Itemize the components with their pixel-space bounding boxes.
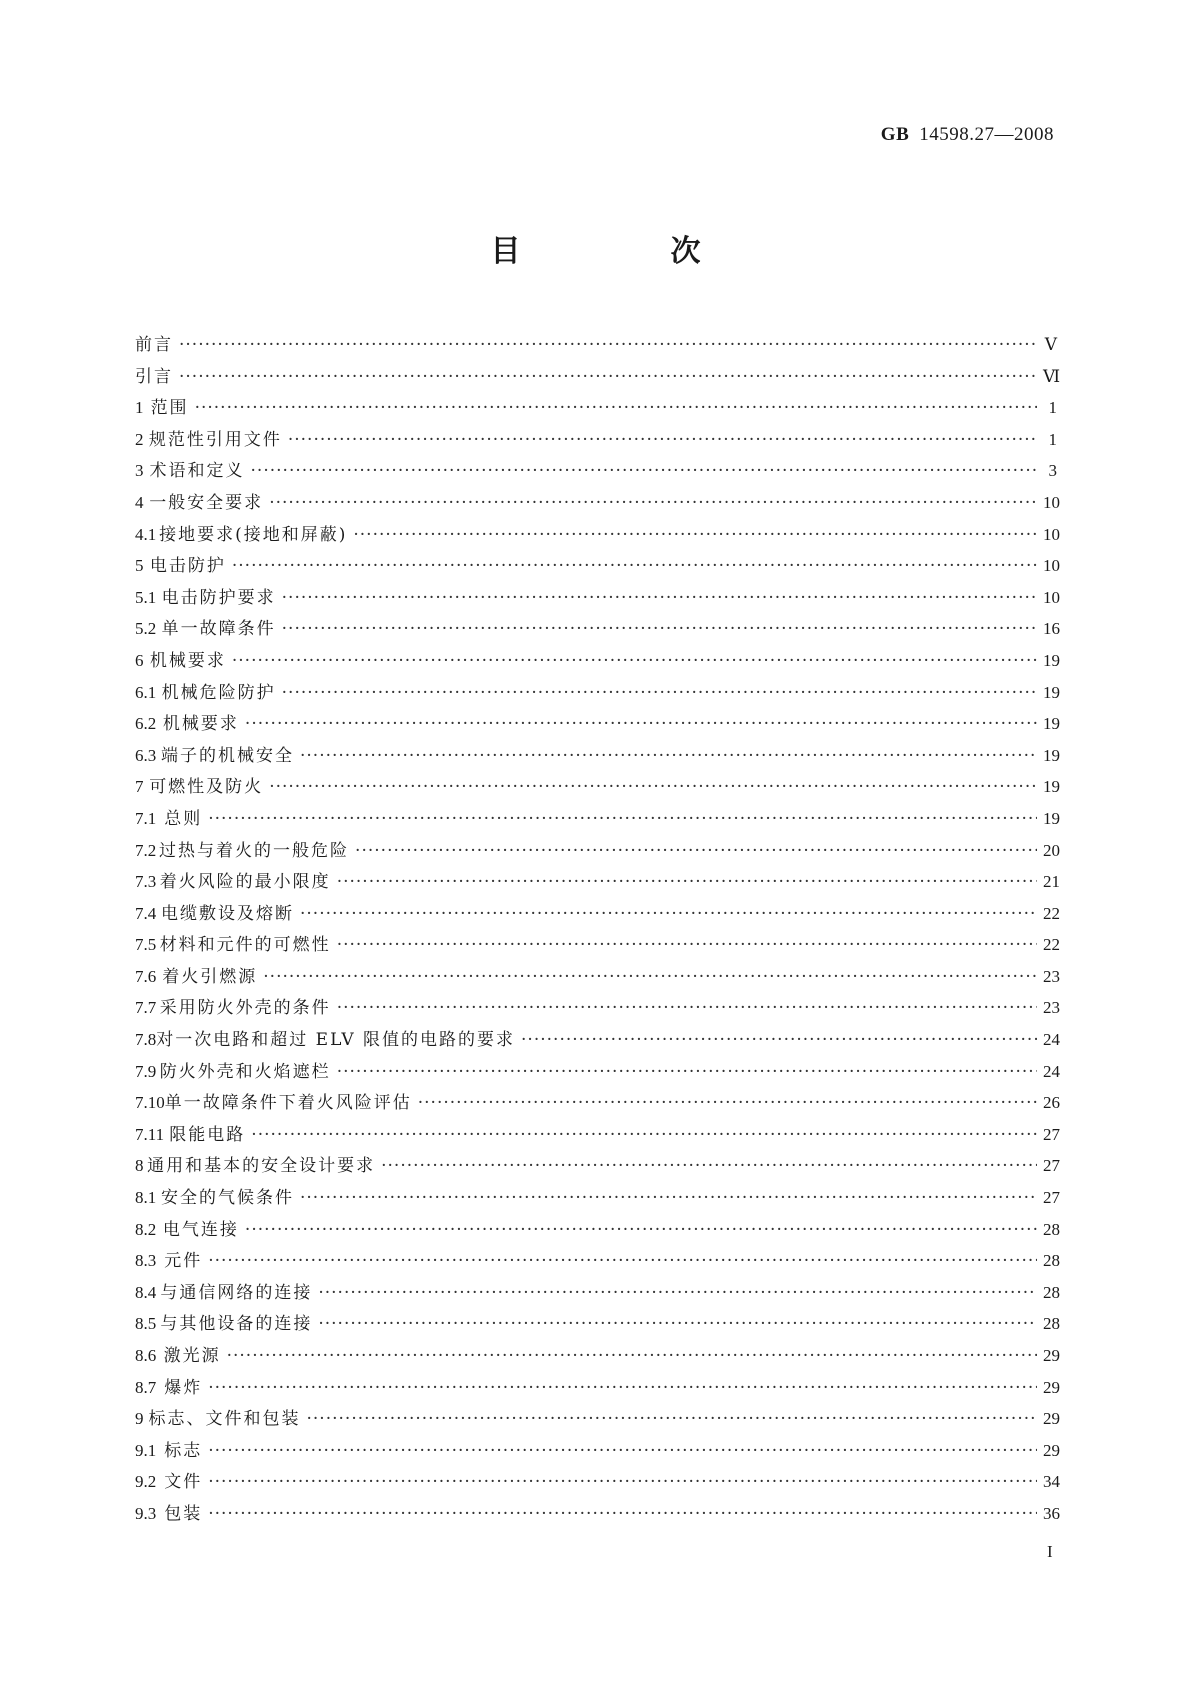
toc-entry-label: 元件: [164, 1251, 203, 1272]
toc-entry[interactable]: [135, 1183, 1060, 1215]
toc-entry[interactable]: [135, 678, 1060, 710]
dot-leader: [337, 1062, 1037, 1082]
dot-leader: [208, 1472, 1037, 1492]
toc-entry-page: 24: [1043, 1030, 1060, 1050]
toc-entry[interactable]: [135, 1151, 1060, 1183]
toc-entry[interactable]: [135, 1373, 1060, 1405]
toc-entry-page: 1: [1048, 398, 1057, 418]
toc-entry[interactable]: [135, 772, 1060, 804]
toc-entry-number: 7.2: [135, 840, 157, 860]
dot-leader: [179, 367, 1037, 387]
toc-entry-number: 9.1: [135, 1440, 157, 1460]
toc-title: 目 次: [490, 234, 761, 269]
toc-entry-label: 对一次电路和超过 ELV 限值的电路的要求: [156, 1030, 516, 1051]
toc-entry[interactable]: [135, 1120, 1060, 1152]
dot-leader: [318, 1283, 1037, 1303]
toc-entry-label: 接地要求(接地和屏蔽): [159, 524, 348, 545]
toc-entry-number: 1: [135, 398, 144, 418]
toc-entry-number: 9.2: [135, 1472, 157, 1492]
dot-leader: [208, 1378, 1037, 1398]
toc-entry-label: 总则: [164, 808, 203, 829]
toc-entry-label: 材料和元件的可燃性: [159, 935, 331, 956]
toc-entry-number: 8.3: [135, 1251, 157, 1271]
dot-leader: [381, 1156, 1037, 1176]
toc-entry-page: 29: [1043, 1377, 1060, 1397]
toc-entry[interactable]: [135, 488, 1060, 520]
toc-entry-label: 机械危险防护: [161, 682, 276, 703]
toc-entry-page: 20: [1043, 840, 1060, 860]
toc-entry-number: 7.4: [135, 903, 157, 923]
toc-entry-label: 防火外壳和火焰遮栏: [159, 1061, 331, 1082]
toc-entry[interactable]: [135, 930, 1060, 962]
toc-entry-number: 4: [135, 492, 144, 512]
toc-entry[interactable]: [135, 456, 1057, 488]
toc-entry[interactable]: [135, 1436, 1060, 1468]
dot-leader: [337, 998, 1037, 1018]
toc-entry-page: 19: [1043, 808, 1060, 828]
toc-entry-label: 与其他设备的连接: [160, 1314, 313, 1335]
dot-leader: [300, 746, 1037, 766]
toc-entry[interactable]: [135, 709, 1060, 741]
toc-entry[interactable]: [135, 646, 1060, 678]
toc-entry-page: 10: [1043, 556, 1060, 576]
toc-entry-label: 术语和定义: [149, 461, 245, 482]
dot-leader: [300, 904, 1037, 924]
toc-entry-page: 16: [1043, 619, 1060, 639]
dot-leader: [227, 1346, 1037, 1366]
toc-entry-label: 标志: [164, 1440, 203, 1461]
toc-entry[interactable]: [135, 962, 1060, 994]
dot-leader: [269, 777, 1037, 797]
toc-entry-number: 6.3: [135, 745, 157, 765]
toc-entry-page: 22: [1043, 935, 1060, 955]
toc-entry-number: 7.6: [135, 966, 157, 986]
toc-entry[interactable]: [135, 899, 1060, 931]
toc-entry-label: 规范性引用文件: [148, 429, 282, 450]
toc-entry[interactable]: [135, 1025, 1060, 1057]
toc-entry-label: 过热与着火的一般危险: [159, 840, 350, 861]
page-number: I: [1047, 1542, 1053, 1561]
toc-entry-page: 19: [1043, 650, 1060, 670]
toc-entry[interactable]: [135, 1404, 1060, 1436]
toc-entry[interactable]: [135, 614, 1060, 646]
toc-entry-label: 着火风险的最小限度: [159, 872, 331, 893]
toc-entry[interactable]: [135, 867, 1060, 899]
toc-entry-number: 9: [135, 1409, 144, 1429]
toc-entry-page: 34: [1043, 1472, 1060, 1492]
toc-entry-number: 6.2: [135, 714, 157, 734]
toc-entry-number: 8.2: [135, 1219, 157, 1239]
toc-entry-label: 单一故障条件下着火风险评估: [164, 1093, 412, 1114]
toc-entry[interactable]: [135, 804, 1060, 836]
toc-entry[interactable]: [135, 741, 1060, 773]
toc-entry-page: 10: [1043, 524, 1060, 544]
toc-entry[interactable]: [135, 1088, 1060, 1120]
dot-leader: [208, 1441, 1037, 1461]
toc-entry-number: 7.11: [135, 1124, 165, 1144]
dot-leader: [418, 1093, 1037, 1113]
toc-entry-page: 29: [1043, 1346, 1060, 1365]
dot-leader: [208, 1251, 1037, 1271]
toc-entry-label: 文件: [164, 1472, 203, 1493]
toc-entry-label: 通用和基本的安全设计要求: [147, 1156, 376, 1177]
toc-entry-number: 7.5: [135, 935, 157, 955]
toc-entry-page: 36: [1043, 1503, 1060, 1523]
toc-entry-number: 8: [135, 1156, 144, 1176]
dot-leader: [300, 1188, 1037, 1208]
dot-leader: [263, 967, 1037, 987]
table-of-contents: [135, 330, 1061, 1531]
toc-entry-number: 6: [135, 650, 144, 670]
dot-leader: [232, 556, 1037, 576]
toc-entry-label: 激光源: [163, 1346, 221, 1366]
dot-leader: [318, 1314, 1037, 1334]
toc-entry-number: 7.8: [135, 1030, 157, 1050]
toc-entry[interactable]: [135, 330, 1057, 362]
toc-entry-page: 23: [1043, 966, 1060, 986]
dot-leader: [269, 493, 1037, 513]
toc-entry-number: 5: [135, 556, 144, 576]
dot-leader: [208, 1504, 1037, 1524]
dot-leader: [251, 1125, 1037, 1145]
toc-entry[interactable]: [135, 1467, 1060, 1499]
standard-prefix: GB: [880, 124, 910, 145]
toc-entry-page: 19: [1043, 714, 1060, 734]
dot-leader: [521, 1030, 1037, 1050]
toc-entry-label: 着火引燃源: [162, 966, 258, 987]
toc-entry-number: 2: [135, 429, 144, 449]
toc-entry-number: 5.1: [135, 587, 157, 607]
toc-entry-label: 电击防护: [149, 556, 226, 577]
toc-entry-page: 28: [1043, 1314, 1060, 1334]
standard-code-header: [881, 124, 1054, 146]
toc-entry-number: 8.7: [135, 1377, 157, 1397]
toc-entry-label: 与通信网络的连接: [160, 1282, 313, 1303]
toc-entry-page: Ⅵ: [1043, 366, 1061, 386]
toc-entry-page: 24: [1043, 1061, 1060, 1081]
toc-entry-label: 包装: [164, 1503, 203, 1524]
dot-leader: [232, 651, 1037, 671]
dot-leader: [337, 872, 1037, 892]
toc-entry[interactable]: [135, 362, 1061, 394]
toc-entry-page: Ⅴ: [1044, 335, 1057, 354]
dot-leader: [245, 714, 1037, 734]
toc-entry-label: 安全的气候条件: [160, 1188, 294, 1209]
toc-entry-page: 27: [1043, 1188, 1060, 1208]
dot-leader: [179, 335, 1037, 355]
toc-entry-label: 电击防护要求: [161, 587, 276, 608]
toc-entry-page: 1: [1048, 429, 1057, 449]
toc-entry-label: 可燃性及防火: [149, 777, 264, 798]
dot-leader: [282, 588, 1037, 608]
toc-entry-page: 28: [1043, 1251, 1060, 1271]
dot-leader: [251, 461, 1037, 481]
toc-entry[interactable]: [135, 393, 1057, 425]
dot-leader: [307, 1409, 1038, 1429]
toc-entry-page: 19: [1043, 777, 1060, 797]
toc-entry-number: 3: [135, 461, 144, 481]
toc-entry-page: 19: [1043, 745, 1060, 765]
dot-leader: [208, 809, 1037, 829]
toc-entry[interactable]: [135, 583, 1060, 615]
toc-entry-label: 单一故障条件: [161, 619, 276, 640]
toc-entry-page: 21: [1043, 872, 1060, 892]
toc-entry[interactable]: [135, 1309, 1060, 1341]
toc-entry-label: 前言: [135, 335, 173, 355]
toc-entry-page: 28: [1043, 1282, 1060, 1302]
toc-entry-number: 5.2: [135, 619, 157, 639]
standard-number: 14598.27—2008: [919, 124, 1054, 145]
toc-entry[interactable]: [135, 836, 1060, 868]
toc-entry-page: 19: [1043, 682, 1060, 702]
toc-entry[interactable]: [135, 1278, 1060, 1310]
toc-entry-page: 27: [1043, 1156, 1060, 1176]
toc-entry-label: 电气连接: [162, 1219, 239, 1240]
toc-entry-page: 22: [1043, 903, 1060, 923]
toc-entry-page: 10: [1043, 587, 1060, 607]
toc-entry-number: 7.9: [135, 1061, 157, 1081]
toc-entry[interactable]: [135, 1057, 1060, 1089]
toc-entry-label: 引言: [135, 366, 173, 387]
toc-entry-page: 3: [1048, 461, 1057, 481]
toc-entry-label: 范围: [150, 398, 189, 419]
dot-leader: [282, 619, 1037, 639]
toc-entry[interactable]: [135, 1215, 1060, 1247]
toc-entry-number: 7.3: [135, 872, 157, 892]
toc-entry-number: 9.3: [135, 1503, 157, 1523]
dot-leader: [245, 1220, 1037, 1240]
toc-entry-number: 4.1: [135, 524, 157, 544]
toc-entry[interactable]: [135, 551, 1060, 583]
toc-entry-number: 7.10: [135, 1093, 165, 1113]
dot-leader: [355, 841, 1037, 861]
toc-entry-number: 6.1: [135, 682, 157, 702]
toc-entry-page: 29: [1043, 1440, 1060, 1460]
toc-entry-number: 8.4: [135, 1282, 157, 1302]
toc-entry-page: 29: [1043, 1409, 1060, 1429]
toc-entry-label: 电缆敷设及熔断: [160, 903, 294, 924]
toc-entry-label: 限能电路: [169, 1124, 246, 1145]
toc-entry[interactable]: [135, 520, 1060, 552]
toc-entry-page: 28: [1043, 1219, 1060, 1239]
dot-leader: [353, 525, 1037, 545]
dot-leader: [337, 935, 1037, 955]
toc-entry-number: 8.6: [135, 1346, 157, 1365]
toc-entry-label: 机械要求: [149, 650, 226, 671]
toc-entry-label: 爆炸: [164, 1377, 203, 1398]
toc-entry-number: 8.1: [135, 1188, 157, 1208]
dot-leader: [288, 430, 1037, 450]
toc-entry[interactable]: [135, 993, 1060, 1025]
toc-entry-number: 7.7: [135, 998, 157, 1018]
toc-entry-number: 8.5: [135, 1314, 157, 1334]
toc-entry-page: 10: [1043, 492, 1060, 512]
dot-leader: [195, 398, 1037, 418]
toc-entry-label: 机械要求: [162, 714, 239, 735]
toc-entry[interactable]: [135, 1499, 1060, 1531]
toc-entry-number: 7.1: [135, 808, 157, 828]
toc-entry-label: 端子的机械安全: [160, 745, 294, 766]
toc-entry[interactable]: [135, 1246, 1060, 1278]
toc-entry-page: 26: [1043, 1093, 1060, 1113]
toc-entry-label: 采用防火外壳的条件: [159, 998, 331, 1019]
toc-entry-page: 23: [1043, 998, 1060, 1018]
toc-entry[interactable]: [135, 425, 1057, 457]
toc-entry-page: 27: [1043, 1124, 1060, 1144]
dot-leader: [282, 683, 1037, 703]
toc-entry-label: 一般安全要求: [149, 492, 264, 513]
toc-entry-number: 7: [135, 777, 144, 797]
toc-entry-label: 标志、文件和包装: [148, 1409, 301, 1430]
toc-entry[interactable]: [135, 1341, 1060, 1373]
